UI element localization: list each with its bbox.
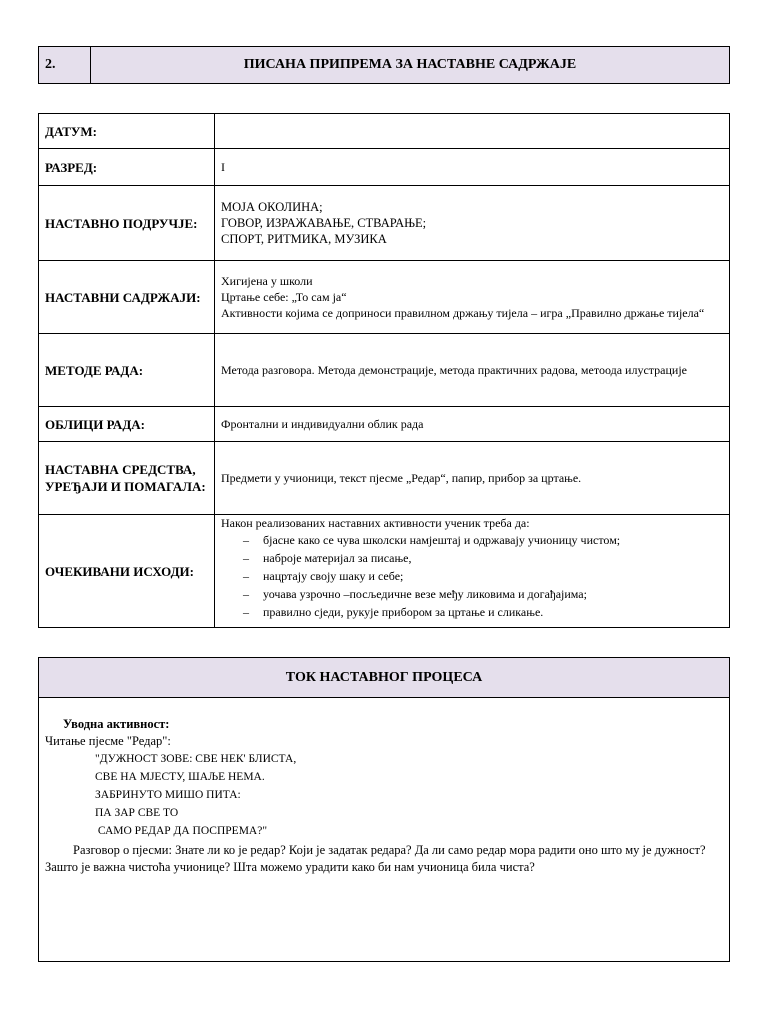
poem-reading-line: Читање пјесме "Редар": <box>45 734 171 748</box>
outcome-item: – нацртају своју шаку и себе; <box>243 567 723 585</box>
row-teaching-aids <box>39 442 730 515</box>
poem-line: САМО РЕДАР ДА ПОСПРЕМА?" <box>95 825 268 837</box>
contents-label: НАСТАВНИ САДРЖАЈИ: <box>39 261 215 334</box>
outcomes-value <box>215 515 730 628</box>
teaching-process-title: ТОК НАСТАВНОГ ПРОЦЕСА <box>39 658 729 698</box>
row-work-forms <box>39 407 730 442</box>
subject-area-label: НАСТАВНО ПОДРУЧЈЕ: <box>39 186 215 261</box>
row-outcomes <box>39 515 730 628</box>
teaching-process-body <box>39 698 729 876</box>
intro-activity-heading: Уводна активност: <box>63 717 170 731</box>
subject-area-line: ГОВОР, ИЗРАЖАВАЊЕ, СТВАРАЊЕ; <box>221 216 427 230</box>
subject-area-value <box>215 186 730 261</box>
grade-label: РАЗРЕД: <box>39 149 215 186</box>
outcome-item: – наброје материјал за писање, <box>243 549 723 567</box>
work-forms-value: Фронтални и индивидуални облик рада <box>215 407 730 442</box>
row-subject-area <box>39 186 730 261</box>
outcomes-intro: Након реализованих наставних активности ученик треба да: <box>221 516 530 530</box>
methods-value: Метода разговора. Метода демонстрације, метода практичних радова, метоода илустрације <box>215 334 730 407</box>
lesson-plan-title: ПИСАНА ПРИПРЕМА ЗА НАСТАВНЕ САДРЖАЈЕ <box>243 57 577 72</box>
poem-line: "ДУЖНОСТ ЗОВЕ: СВЕ НЕК' БЛИСТА, <box>95 753 297 765</box>
teaching-process-box <box>38 657 730 962</box>
outcome-item: – правилно сједи, рукује прибором за цртање и сликање. <box>243 603 723 621</box>
methods-label: МЕТОДЕ РАДА: <box>39 334 215 407</box>
row-methods <box>39 334 730 407</box>
outcomes-list <box>221 531 723 621</box>
poem-line: СВЕ НА МЈЕСТУ, ШАЉЕ НЕМА. <box>95 771 265 783</box>
lesson-plan-header <box>38 46 730 84</box>
grade-value: I <box>215 149 730 186</box>
poem-conversation: Разговор о пјесми: Знате ли ко је редар? Који је задатак редара? Да ли само редар мора радити оно што му је дужност? Зашто је важна чистоћа учионице? Шта можемо урадити како би нам учионица била чиста? <box>45 843 706 874</box>
subject-area-line: СПОРТ, РИТМИКА, МУЗИКА <box>221 232 387 246</box>
row-grade <box>39 149 730 186</box>
row-contents <box>39 261 730 334</box>
teaching-aids-value: Предмети у учионици, текст пјесме „Редар“, папир, прибор за цртање. <box>215 442 730 515</box>
subject-area-line: МОЈА ОКОЛИНА; <box>221 200 323 214</box>
work-forms-label: ОБЛИЦИ РАДА: <box>39 407 215 442</box>
teaching-aids-label: НАСТАВНА СРЕДСТВА, УРЕЂАЈИ И ПОМАГАЛА: <box>39 442 215 515</box>
poem-line: ПА ЗАР СВЕ ТО <box>95 807 179 819</box>
contents-line: Хигијена у школи <box>221 274 313 288</box>
lesson-info-table <box>38 113 730 628</box>
outcomes-label: ОЧЕКИВАНИ ИСХОДИ: <box>39 515 215 628</box>
contents-line: Активности којима се доприноси правилном држању тијела – игра „Правилно држање тијела“ <box>221 306 705 320</box>
lesson-number: 2. <box>39 47 91 83</box>
poem-line: ЗАБРИНУТО МИШО ПИТА: <box>95 789 241 801</box>
outcome-item: – бјасне како се чува школски намјештај и одржавају учионицу чистом; <box>243 531 723 549</box>
outcome-item: – уочава узрочно –посљедичне везе међу ликовима и догађајима; <box>243 585 723 603</box>
contents-value <box>215 261 730 334</box>
poem-block <box>45 750 723 840</box>
date-label: ДАТУМ: <box>39 114 215 149</box>
contents-line: Цртање себе: „То сам ја“ <box>221 290 347 304</box>
date-value <box>215 114 730 149</box>
row-date <box>39 114 730 149</box>
